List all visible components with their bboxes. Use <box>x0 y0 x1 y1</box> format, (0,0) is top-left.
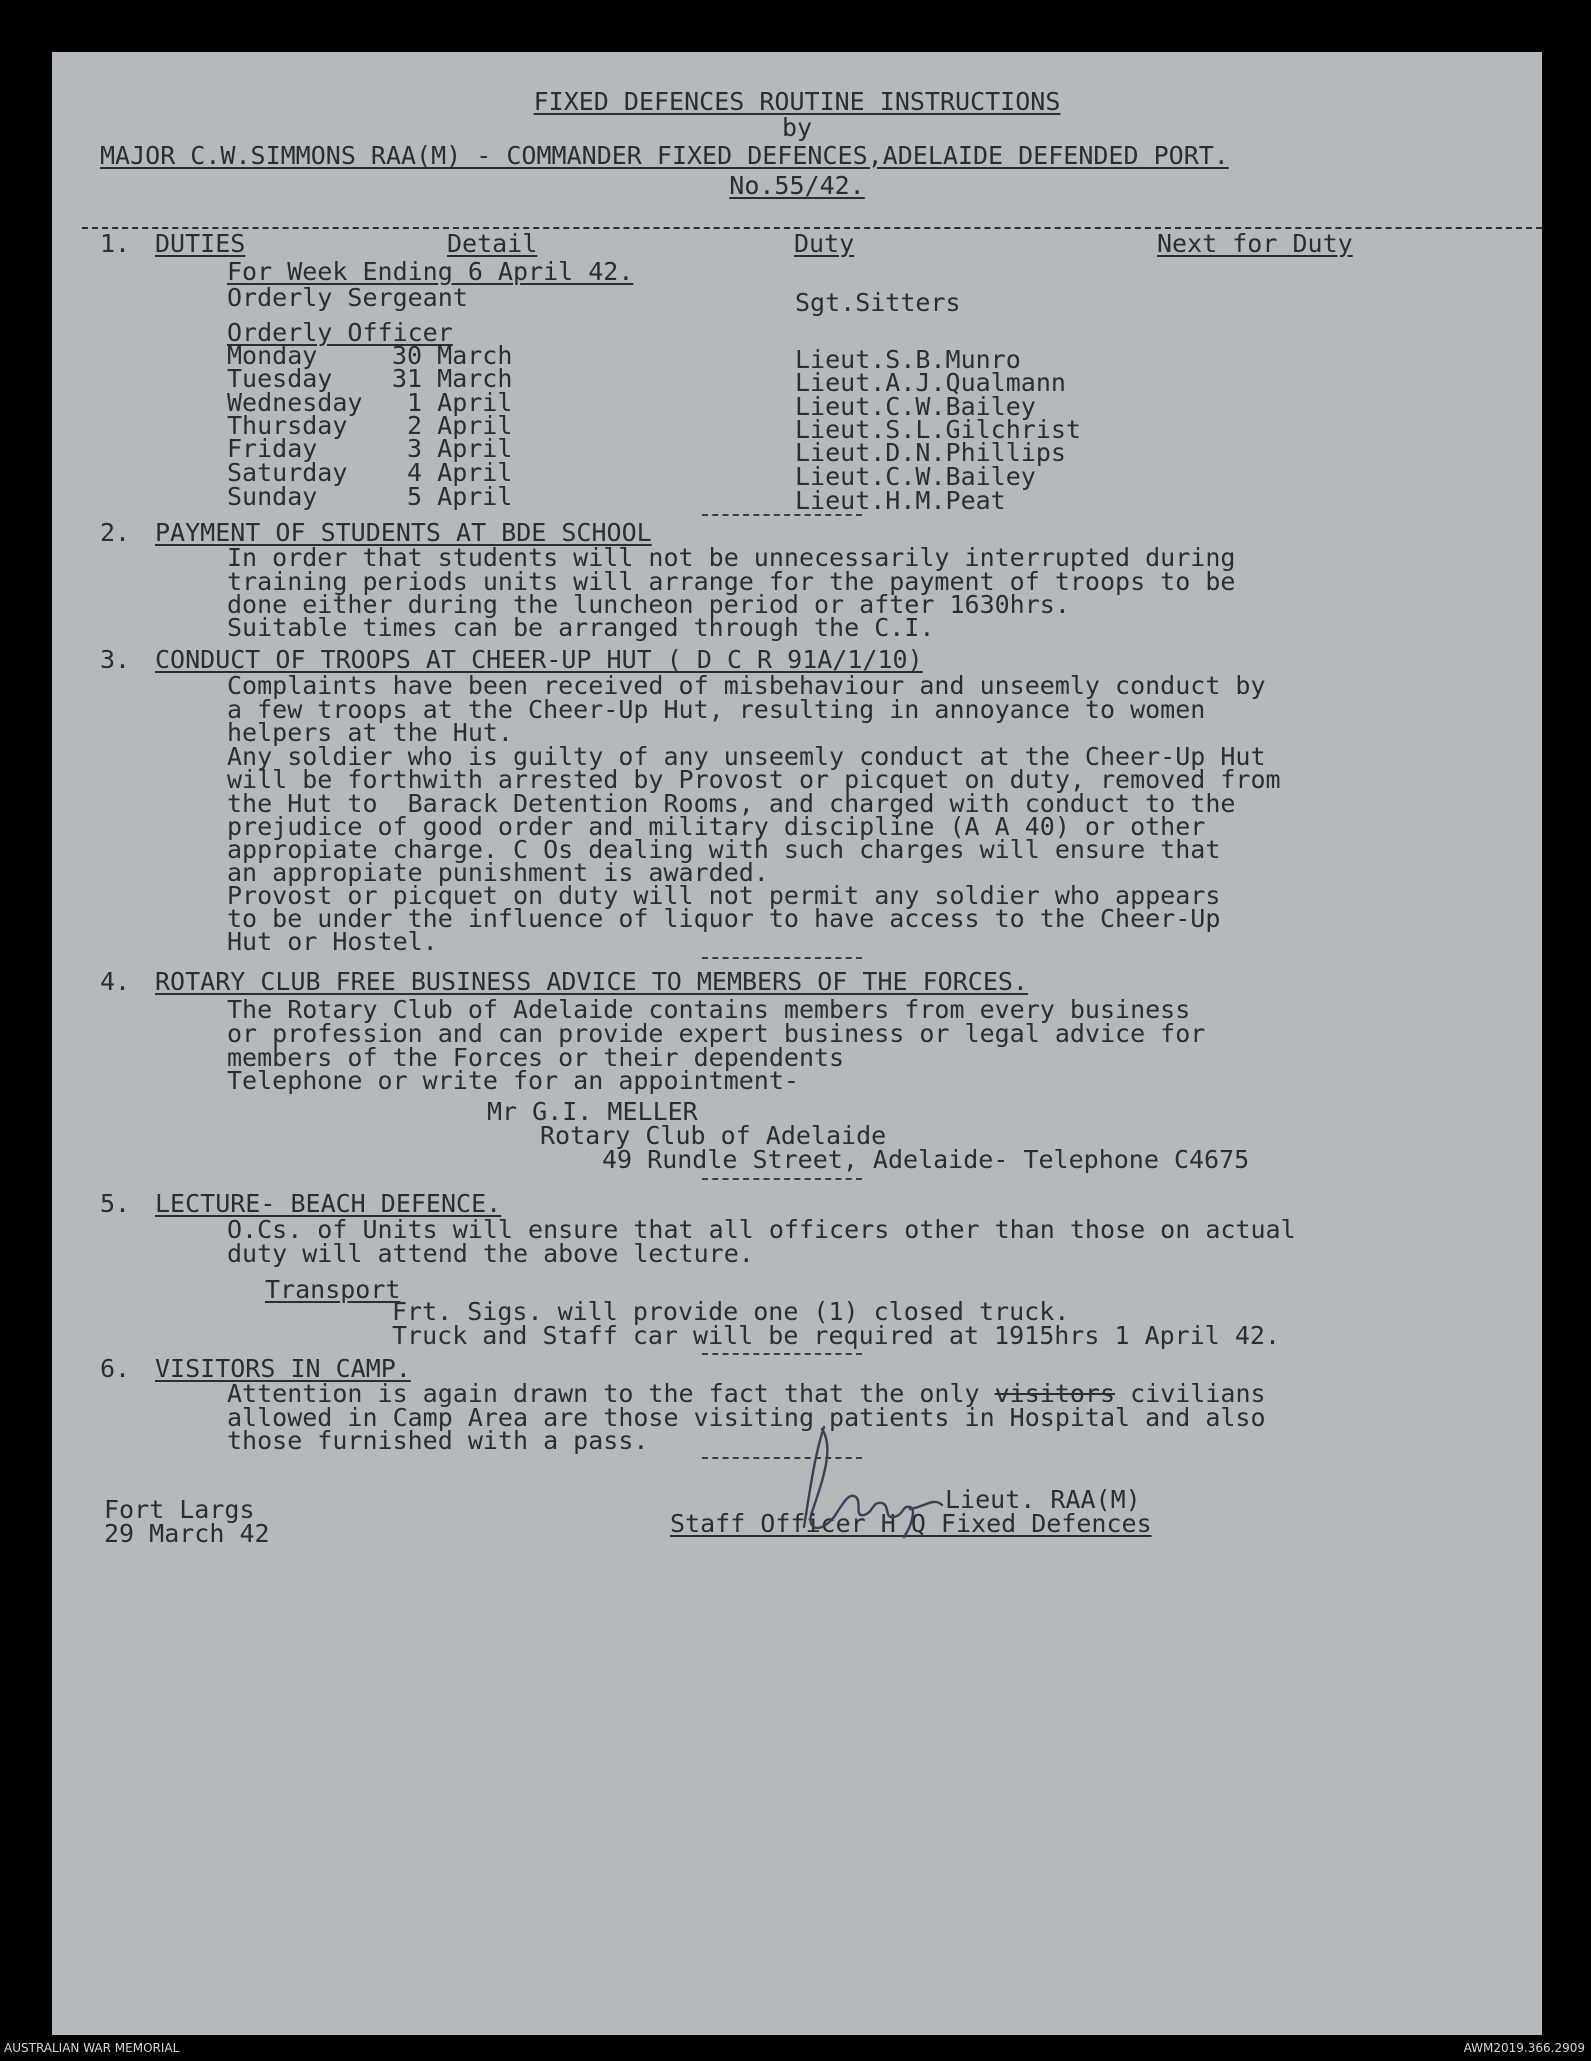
section-3-line: Complaints have been received of misbehaviour and unseemly conduct by <box>227 671 1266 700</box>
roster-day: Monday <box>227 341 318 370</box>
transport-line: Frt. Sigs. will provide one (1) closed truck. <box>392 1297 1070 1326</box>
section-6-line-start: Attention is again drawn to the fact that the only <box>227 1379 995 1408</box>
roster-officer: Lieut.D.N.Phillips <box>795 438 1066 467</box>
roster-day: Tuesday <box>227 364 333 393</box>
roster-officer: Lieut.C.W.Bailey <box>795 392 1036 421</box>
document-page <box>52 52 1542 2035</box>
divider <box>702 514 862 516</box>
section-5-line: duty will attend the above lecture. <box>227 1239 754 1268</box>
section-5-heading: LECTURE- BEACH DEFENCE. <box>155 1189 502 1218</box>
section-3-line: Hut or Hostel. <box>227 927 438 956</box>
section-3-line: an appropiate punishment is awarded. <box>227 858 769 887</box>
roster-date: 30 March <box>392 341 513 370</box>
roster-officer: Lieut.S.B.Munro <box>795 345 1021 374</box>
signatory-rank: Lieut. RAA(M) <box>945 1485 1141 1514</box>
section-2-line: training periods units will arrange for the payment of troops to be <box>227 567 1236 596</box>
section-3-line: the Hut to Barack Detention Rooms, and charged with conduct to the <box>227 789 1236 818</box>
column-duty-header: Duty <box>794 229 855 258</box>
section-6-line: allowed in Camp Area are those visiting patients in Hospital and also <box>227 1403 1266 1432</box>
divider <box>702 1353 862 1355</box>
section-2-line: done either during the luncheon period or after 1630hrs. <box>227 590 1070 619</box>
roster-date: 4 April <box>392 458 513 487</box>
section-2-line: Suitable times can be arranged through the C.I. <box>227 613 935 642</box>
section-4-number: 4. <box>100 967 131 996</box>
roster-day: Thursday <box>227 411 348 440</box>
roster-date: 5 April <box>392 482 513 511</box>
section-3-heading: CONDUCT OF TROOPS AT CHEER-UP HUT ( D C R 91A/1/10) <box>155 645 923 674</box>
section-6-heading: VISITORS IN CAMP. <box>155 1354 411 1383</box>
section-3-line: appropiate charge. C Os dealing with such charges will ensure that <box>227 835 1221 864</box>
contact-address: 49 Rundle Street, Adelaide- Telephone C4675 <box>602 1145 1250 1174</box>
orderly-officer-label: Orderly Officer <box>227 318 453 347</box>
section-3-line: to be under the influence of liquor to have access to the Cheer-Up <box>227 904 1221 933</box>
orderly-sergeant-name: Sgt.Sitters <box>795 288 961 317</box>
section-3-line: prejudice of good order and military discipline (A A 40) or other <box>227 812 1206 841</box>
section-2-heading: PAYMENT OF STUDENTS AT BDE SCHOOL <box>155 518 652 547</box>
footer-right: AWM2019.366.2909 <box>1463 2041 1585 2055</box>
roster-officer: Lieut.C.W.Bailey <box>795 462 1036 491</box>
section-3-line: Provost or picquet on duty will not permit any soldier who appears <box>227 881 1221 910</box>
struck-word: visitors <box>994 1379 1116 1408</box>
week-ending: For Week Ending 6 April 42. <box>227 257 634 286</box>
roster-officer: Lieut.A.J.Qualmann <box>795 368 1066 397</box>
column-next-header: Next for Duty <box>1157 229 1353 258</box>
footer-left: AUSTRALIAN WAR MEMORIAL <box>4 2041 180 2055</box>
place: Fort Largs <box>104 1495 255 1524</box>
roster-day: Saturday <box>227 458 348 487</box>
section-4-line: The Rotary Club of Adelaide contains members from every business <box>227 995 1191 1024</box>
section-3-line: Any soldier who is guilty of any unseemly conduct at the Cheer-Up Hut <box>227 742 1266 771</box>
transport-line: Truck and Staff car will be required at 1915hrs 1 April 42. <box>392 1321 1281 1350</box>
section-4-line: Telephone or write for an appointment- <box>227 1066 799 1095</box>
roster-officer: Lieut.S.L.Gilchrist <box>795 415 1081 444</box>
roster-day: Friday <box>227 434 318 463</box>
section-4-line: or profession and can provide expert business or legal advice for <box>227 1019 1206 1048</box>
section-3-line: will be forthwith arrested by Provost or picquet on duty, removed from <box>227 765 1281 794</box>
section-6-line-end: civilians <box>1115 1379 1266 1408</box>
section-3-number: 3. <box>100 645 131 674</box>
roster-day: Sunday <box>227 482 318 511</box>
section-5-line: O.Cs. of Units will ensure that all officers other than those on actual <box>227 1215 1296 1244</box>
date: 29 March 42 <box>104 1519 270 1548</box>
section-1-heading: DUTIES <box>155 229 246 258</box>
document-title: FIXED DEFENCES ROUTINE INSTRUCTIONS <box>533 87 1061 116</box>
section-2-line: In order that students will not be unnecessarily interrupted during <box>227 543 1236 572</box>
section-3-line: helpers at the Hut. <box>227 718 513 747</box>
section-3-line: a few troops at the Cheer-Up Hut, resulting in annoyance to women <box>227 695 1206 724</box>
signatory-title: Staff Officer H Q Fixed Defences <box>670 1509 1152 1538</box>
section-6-number: 6. <box>100 1354 131 1383</box>
roster-day: Wednesday <box>227 388 363 417</box>
roster-date: 3 April <box>392 434 513 463</box>
divider <box>702 957 862 959</box>
column-detail-header: Detail <box>447 229 538 258</box>
orderly-sergeant-label: Orderly Sergeant <box>227 283 468 312</box>
roster-date: 2 April <box>392 411 513 440</box>
divider <box>702 1178 862 1180</box>
section-5-number: 5. <box>100 1189 131 1218</box>
section-4-line: members of the Forces or their dependents <box>227 1043 845 1072</box>
handwritten-signature <box>764 1417 964 1547</box>
contact-organisation: Rotary Club of Adelaide <box>540 1121 887 1150</box>
byline: by <box>781 113 813 142</box>
roster-date: 1 April <box>392 388 513 417</box>
roster-officer: Lieut.H.M.Peat <box>795 486 1006 515</box>
contact-name: Mr G.I. MELLER <box>487 1097 698 1126</box>
section-1-number: 1. <box>100 229 131 258</box>
commander-line: MAJOR C.W.SIMMONS RAA(M) - COMMANDER FIXED DEFENCES,ADELAIDE DEFENDED PORT. <box>100 141 1229 170</box>
section-2-number: 2. <box>100 518 131 547</box>
section-6-line: those furnished with a pass. <box>227 1426 649 1455</box>
section-4-heading: ROTARY CLUB FREE BUSINESS ADVICE TO MEMBERS OF THE FORCES. <box>155 967 1028 996</box>
roster-date: 31 March <box>392 364 513 393</box>
transport-heading: Transport <box>265 1275 401 1304</box>
instruction-number: No.55/42. <box>729 171 865 200</box>
